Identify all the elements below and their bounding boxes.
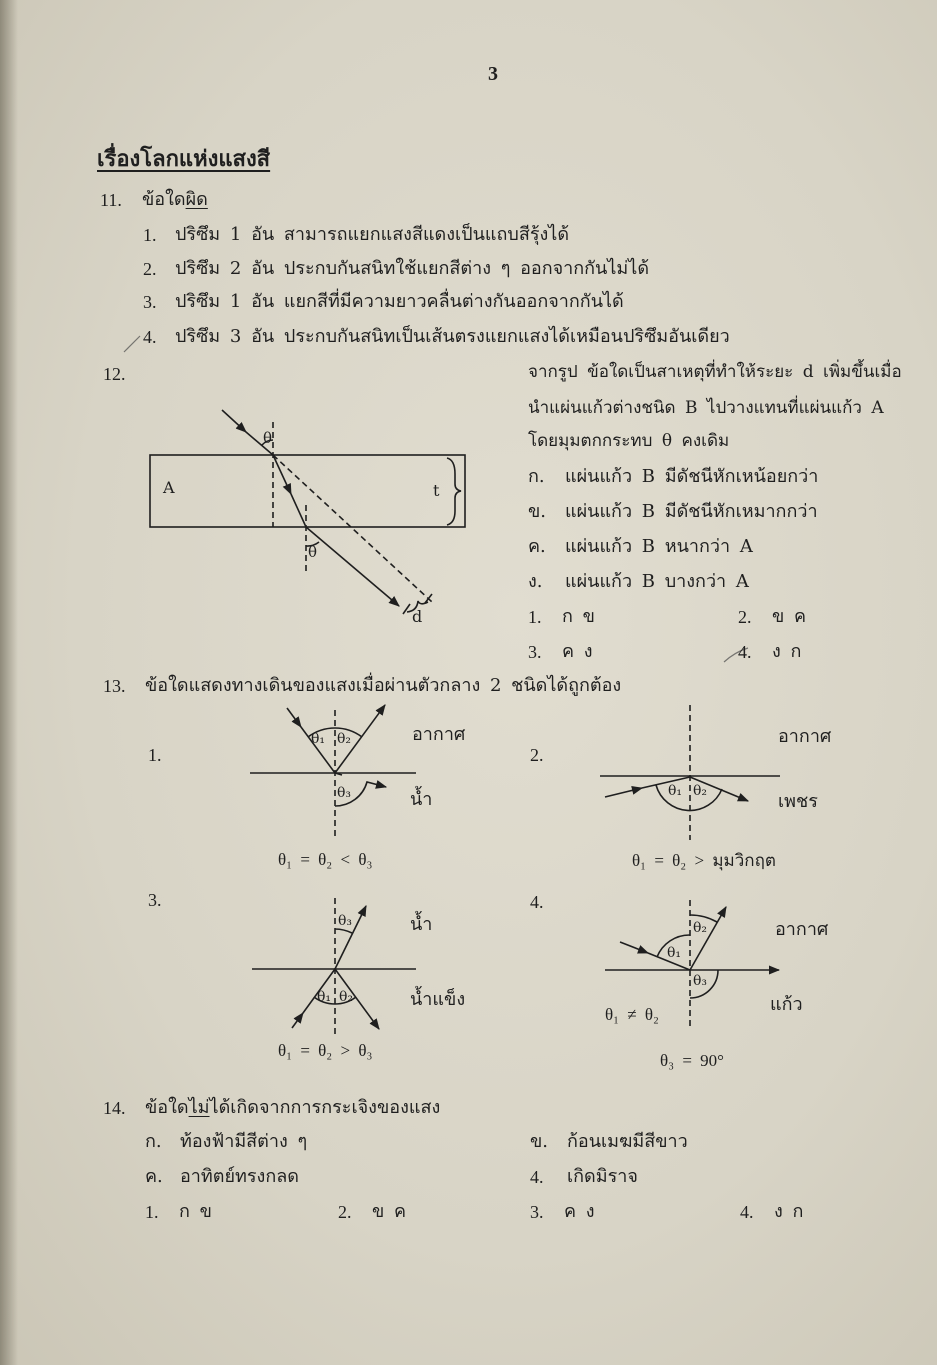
angle-arc-bottom xyxy=(656,785,722,811)
refracted-ray-arrow xyxy=(273,455,291,494)
choice-text: แผ่นแก้ว B บางกว่า A xyxy=(565,571,749,592)
choice-text: แผ่นแก้ว B มีดัชนีหักเหน้อยกว่า xyxy=(565,466,819,487)
angle-label: θ₁ xyxy=(668,783,683,799)
answer-text: ข ค xyxy=(372,1201,407,1222)
choice-label: ก. xyxy=(528,466,545,487)
slab-label: A xyxy=(163,478,175,497)
medium-label: อากาศ xyxy=(775,919,829,940)
incident-ray-arrow xyxy=(287,708,301,727)
figure-caption: θ₁ = θ₂ > θ₃ xyxy=(278,1041,373,1060)
prompt-text: ข้อใด xyxy=(142,189,186,210)
section-heading: เรื่องโลกแห่งแสงสี xyxy=(97,146,271,172)
emergent-angle-label: θ xyxy=(308,543,318,561)
choice-label: ง. xyxy=(528,571,543,592)
choice-label: ข. xyxy=(530,1131,549,1152)
answer-text: ง ก xyxy=(774,1201,804,1222)
incident-ray-arrow xyxy=(292,1013,303,1028)
prompt-text: ได้เกิดจากการกระเจิงของแสง xyxy=(209,1097,441,1118)
angle-label: θ₃ xyxy=(693,973,708,989)
incident-ray-arrow xyxy=(620,942,648,953)
question-number: 11. xyxy=(100,190,122,210)
thickness-brace xyxy=(447,458,461,525)
question-prompt xyxy=(145,1097,440,1119)
choice-label: 4. xyxy=(530,1167,544,1187)
angle-label: θ₃ xyxy=(337,785,352,801)
incident-ray-arrow xyxy=(222,410,246,432)
answer-text: ก ข xyxy=(179,1201,212,1222)
incident-angle-label: θ xyxy=(263,429,273,447)
answer-label: 4. xyxy=(740,1202,754,1222)
q13-figure-2 xyxy=(600,705,780,840)
option-label: 1. xyxy=(143,225,157,245)
angle-label: θ₂ xyxy=(693,783,708,799)
q13-figure-1 xyxy=(250,705,416,840)
option-label: 4. xyxy=(143,327,157,347)
choice-label: ค. xyxy=(145,1166,163,1187)
question-prompt xyxy=(142,189,208,211)
emergent-ray xyxy=(306,527,399,606)
medium-label: อากาศ xyxy=(412,724,466,745)
answer-label: 2. xyxy=(738,607,752,627)
question-number: 12. xyxy=(103,364,126,384)
refracted-ray xyxy=(291,494,306,527)
answer-text: ค ง xyxy=(562,641,593,662)
q12-figure xyxy=(150,410,465,614)
answer-label: 1. xyxy=(145,1202,159,1222)
prompt-text: ข้อใด xyxy=(145,1097,189,1118)
option-text: ปริซึม 2 อัน ประกบกันสนิทใช้แยกสีต่าง ๆ ออกจากกันไม่ได้ xyxy=(175,258,650,279)
angle-arc-top xyxy=(335,929,352,933)
choice-text: ท้องฟ้ามีสีต่าง ๆ xyxy=(180,1131,308,1152)
figure-caption: θ₁ = θ₂ < θ₃ xyxy=(278,850,373,869)
medium-label: อากาศ xyxy=(778,726,832,747)
option-text: ปริซึม 3 อัน ประกบกันสนิทเป็นเส้นตรงแยกแสงได้เหมือนปริซึมอันเดียว xyxy=(175,326,730,347)
answer-label: 2. xyxy=(338,1202,352,1222)
glass-slab xyxy=(150,455,465,527)
choice-text: แผ่นแก้ว B มีดัชนีหักเหมากกว่า xyxy=(565,501,818,522)
pencil-mark xyxy=(124,336,140,352)
answer-text: ข ค xyxy=(772,606,807,627)
shift-label: d xyxy=(412,607,423,626)
angle-label: θ₁ xyxy=(317,989,332,1005)
answer-text: ค ง xyxy=(564,1201,595,1222)
question-stem-line: นำแผ่นแก้วต่างชนิด B ไปวางแทนที่แผ่นแก้ว A xyxy=(528,398,884,418)
answer-label: 3. xyxy=(530,1202,544,1222)
figure-option-label: 2. xyxy=(530,745,544,765)
q13-figure-3 xyxy=(252,898,416,1035)
choice-label: ก. xyxy=(145,1131,162,1152)
figure-option-label: 4. xyxy=(530,892,544,912)
choice-label: ค. xyxy=(528,536,546,557)
option-text: ปริซึม 1 อัน แยกสีที่มีความยาวคลื่นต่างกันออกจากกันได้ xyxy=(175,291,624,312)
figure-caption: θ₃ = 90° xyxy=(660,1051,724,1070)
medium-label: เพชร xyxy=(778,791,818,812)
option-label: 3. xyxy=(143,292,157,312)
choice-text: เกิดมิราจ xyxy=(567,1166,638,1187)
answer-text: ก ข xyxy=(562,606,595,627)
figure-option-label: 3. xyxy=(148,890,162,910)
choice-label: ข. xyxy=(528,501,547,522)
figure-option-label: 1. xyxy=(148,745,162,765)
figure-caption: θ₁ = θ₂ > มุมวิกฤต xyxy=(632,851,776,870)
angle-label: θ₂ xyxy=(337,731,352,747)
angle-label: θ₁ xyxy=(667,945,682,961)
choice-text: ก้อนเมฆมีสีขาว xyxy=(567,1131,688,1152)
choice-text: อาทิตย์ทรงกลด xyxy=(180,1166,299,1187)
angle-label: θ₁ xyxy=(311,731,326,747)
prompt-emphasis: ผิด xyxy=(185,189,208,210)
incident-ray-arrow xyxy=(605,788,642,797)
option-label: 2. xyxy=(143,259,157,279)
question-number: 14. xyxy=(103,1098,126,1118)
angle-label: θ₂ xyxy=(693,920,708,936)
option-text: ปริซึม 1 อัน สามารถแยกแสงสีแดงเป็นแถบสีรุ้งได้ xyxy=(175,224,570,245)
medium-label: น้ำ xyxy=(410,914,433,935)
medium-label: แก้ว xyxy=(770,994,803,1015)
undeviated-path-dashed xyxy=(273,455,432,602)
angle-label: θ₂ xyxy=(339,989,354,1005)
answer-text: ง ก xyxy=(772,641,802,662)
choice-text: แผ่นแก้ว B หนากว่า A xyxy=(565,536,753,557)
answer-label: 1. xyxy=(528,607,542,627)
angle-label: θ₃ xyxy=(338,913,353,929)
figure-caption: θ₁ ≠ θ₂ xyxy=(605,1005,659,1024)
medium-label: น้ำแข็ง xyxy=(410,989,466,1010)
prompt-emphasis: ไม่ xyxy=(188,1097,210,1118)
answer-label: 4. xyxy=(738,642,752,662)
answer-label: 3. xyxy=(528,642,542,662)
medium-label: น้ำ xyxy=(410,789,433,810)
question-prompt: ข้อใดแสดงทางเดินของแสงเมื่อผ่านตัวกลาง 2 ชนิดได้ถูกต้อง xyxy=(145,675,622,696)
incident-ray xyxy=(642,777,690,788)
question-stem-line: โดยมุมตกกระทบ θ คงเดิม xyxy=(528,431,730,451)
reflected-ray xyxy=(690,907,726,970)
question-stem-line: จากรูป ข้อใดเป็นสาเหตุที่ทำให้ระยะ d เพิ่มขึ้นเมื่อ xyxy=(528,362,902,382)
page-number: 3 xyxy=(488,63,498,85)
question-number: 13. xyxy=(103,676,126,696)
thickness-label: t xyxy=(433,481,440,500)
